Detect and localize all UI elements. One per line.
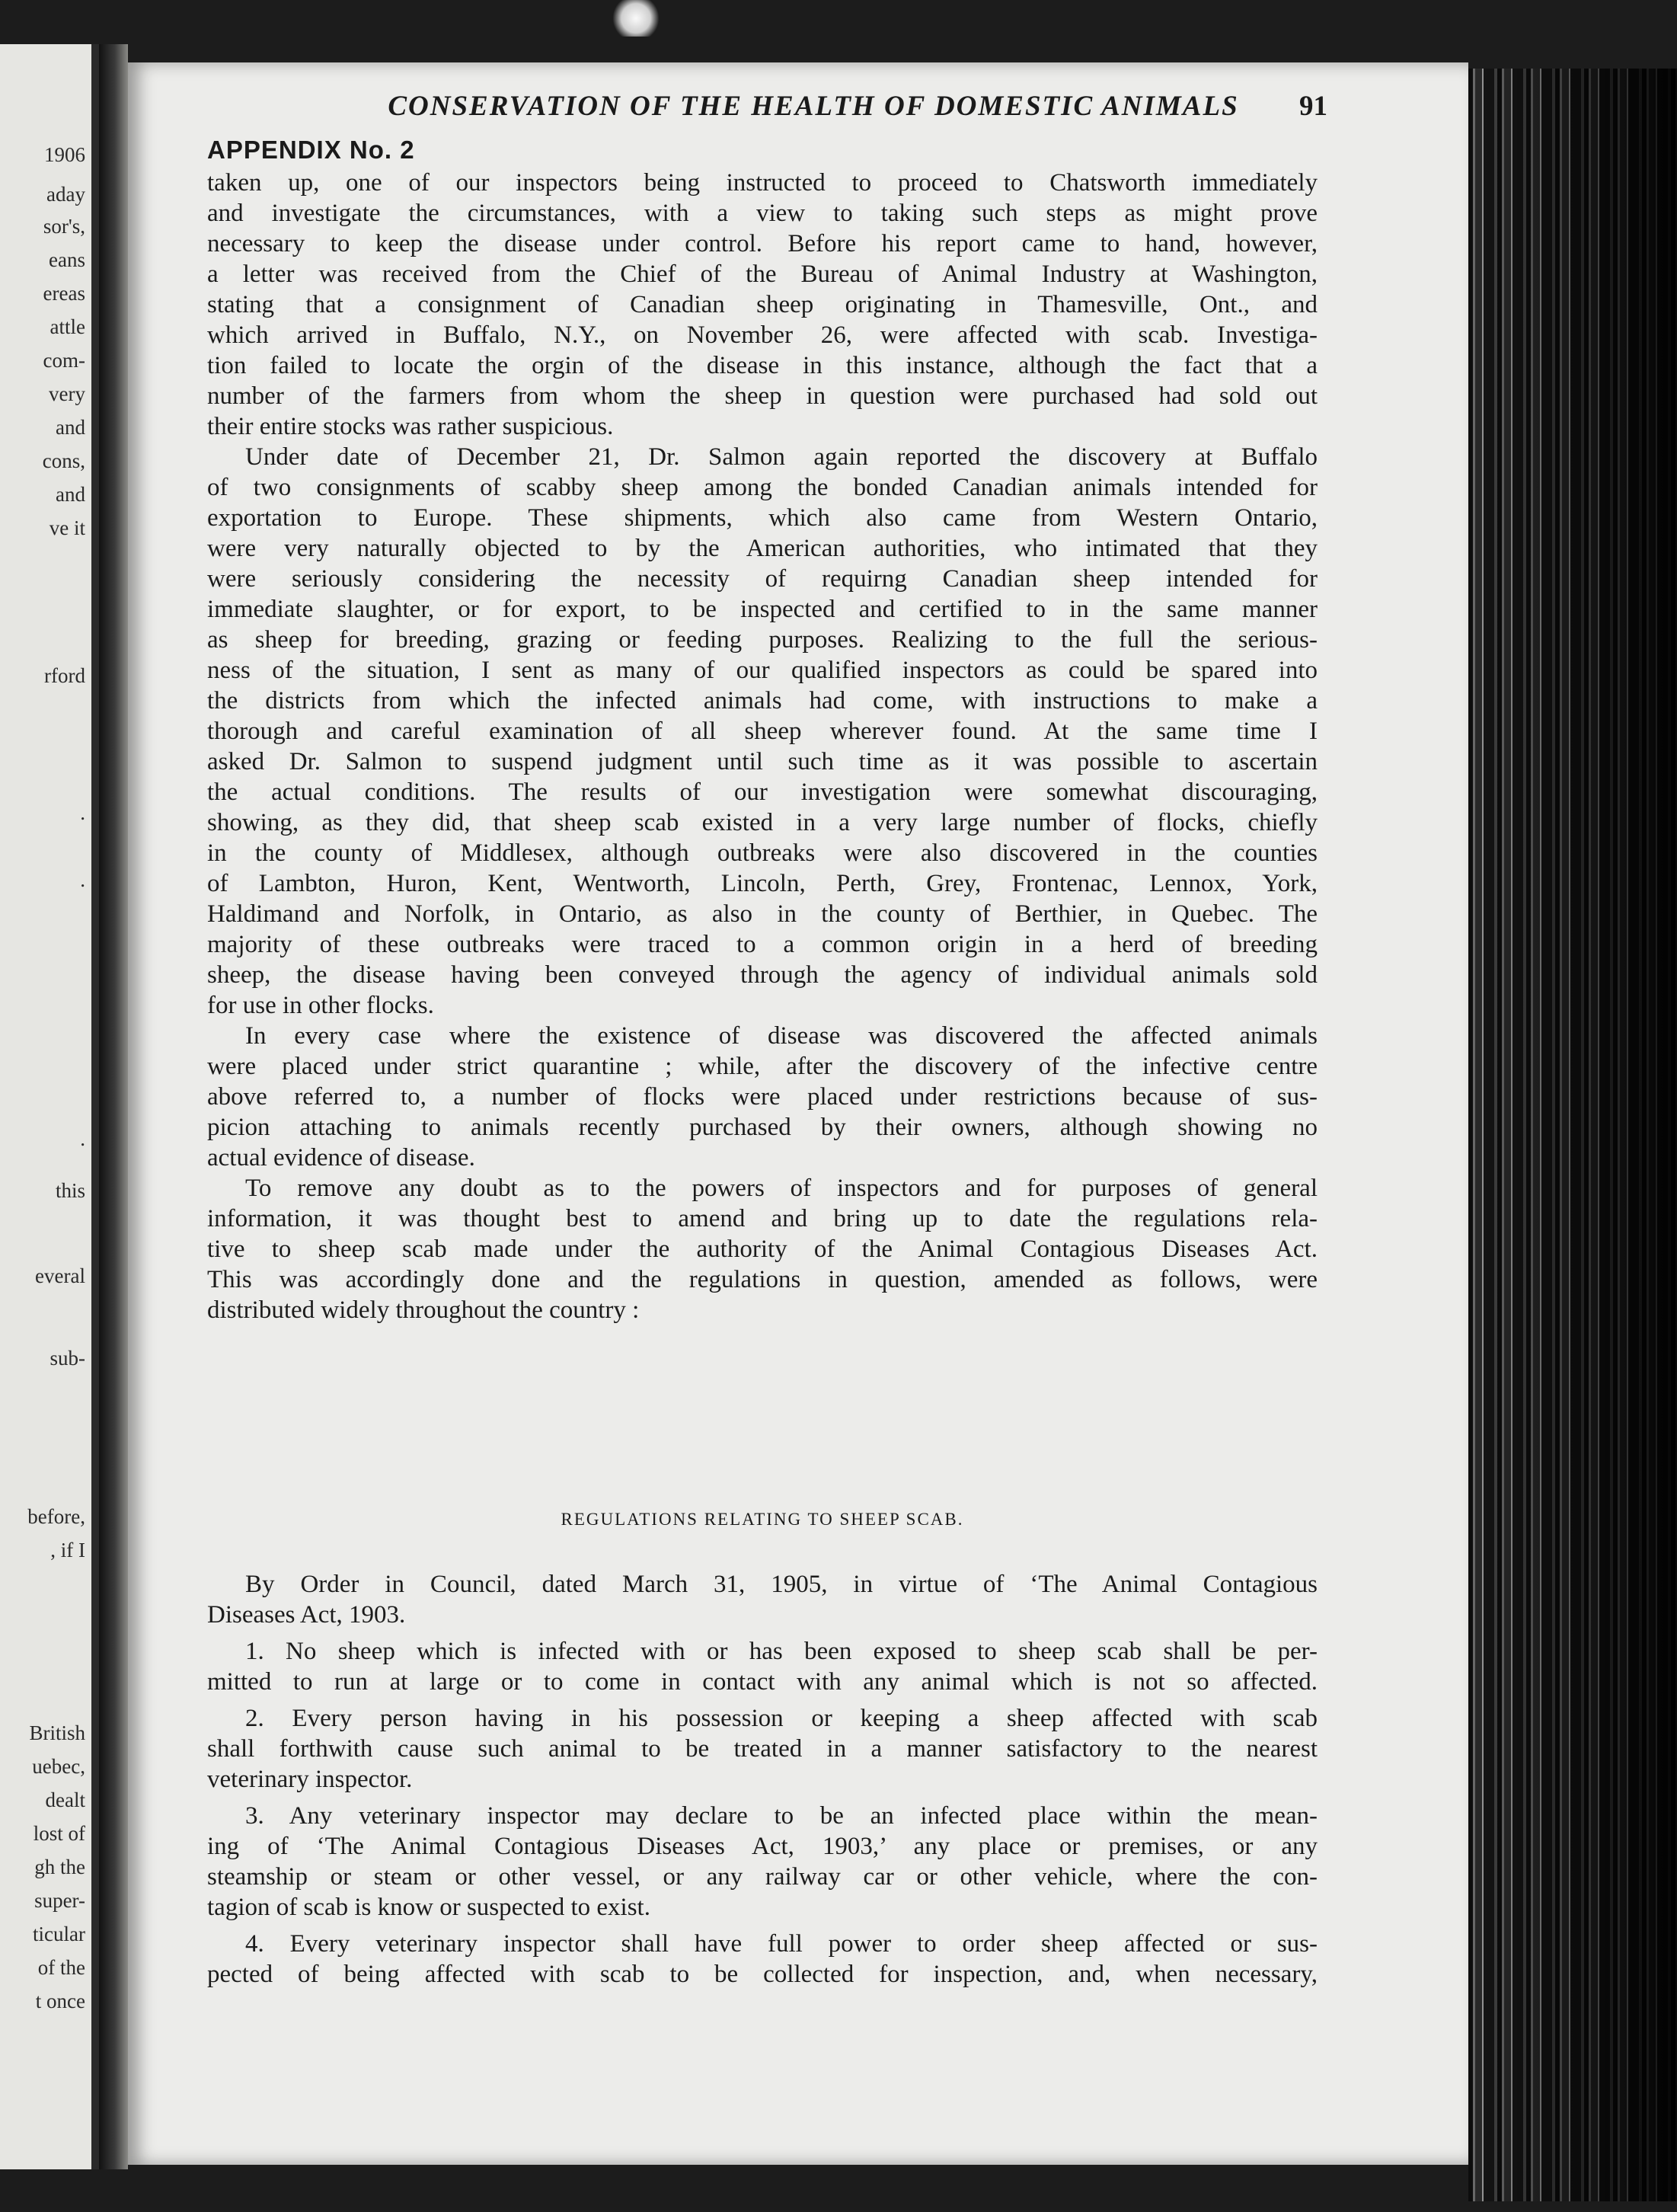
previous-page-text-line: super- [34, 1889, 85, 1912]
body-text-line: This was accordingly done and the regulations in question, amended as follows, were [207, 1266, 1318, 1293]
regulation-text-line: pected of being affected with scab to be collected for inspection, and, when necessary, [207, 1961, 1318, 1988]
regulation-text-line: 3. Any veterinary inspector may declare to be an infected place within the mean- [245, 1802, 1318, 1830]
previous-page-text-line: . [80, 801, 85, 824]
body-text-line: in the county of Middlesex, although outbreaks were also discovered in the counties [207, 839, 1318, 867]
previous-page-text-line: and [56, 416, 85, 439]
body-text-line: In every case where the existence of disease was discovered the affected animals [245, 1022, 1318, 1050]
body-text-line: which arrived in Buffalo, N.Y., on November 26, were affected with scab. Investiga- [207, 321, 1318, 349]
appendix-label: APPENDIX No. 2 [207, 136, 415, 164]
body-text-line: Haldimand and Norfolk, in Ontario, as also in the county of Berthier, in Quebec. The [207, 900, 1318, 928]
previous-page-text-line: . [80, 868, 85, 891]
regulation-text-line: tagion of scab is know or suspected to exist. [207, 1894, 650, 1921]
previous-page-text-line: eans [49, 248, 85, 271]
body-text-line: actual evidence of disease. [207, 1144, 475, 1172]
body-text-line: ness of the situation, I sent as many of our qualified inspectors as could be spared into [207, 657, 1318, 684]
regulation-text-line: Diseases Act, 1903. [207, 1601, 406, 1629]
body-text-line: immediate slaughter, or for export, to be inspected and certified to in the same manner [207, 596, 1318, 623]
regulation-text-line: steamship or steam or other vessel, or any railway car or other vehicle, where the con- [207, 1863, 1318, 1891]
body-text-line: necessary to keep the disease under control. Before his report came to hand, however, [207, 230, 1318, 257]
body-text-line: tive to sheep scab made under the authority of the Animal Contagious Diseases Act. [207, 1235, 1318, 1263]
previous-page-text-line: of the [37, 1956, 85, 1979]
body-text-line: taken up, one of our inspectors being instructed to proceed to Chatsworth immediately [207, 169, 1318, 197]
previous-page-text-line: ereas [43, 282, 85, 305]
regulation-text-line: mitted to run at large or to come in contact with any animal which is not so affected. [207, 1668, 1318, 1696]
body-text-line: showing, as they did, that sheep scab existed in a very large number of flocks, chiefly [207, 809, 1318, 836]
body-text-line: above referred to, a number of flocks were placed under restrictions because of sus- [207, 1083, 1318, 1111]
body-text-line: were placed under strict quarantine ; while, after the discovery of the infective centre [207, 1053, 1318, 1080]
regulation-text-line: 4. Every veterinary inspector shall have full power to order sheep affected or sus- [245, 1930, 1318, 1958]
previous-page-text-line: t once [35, 1990, 85, 2012]
body-text-line: were seriously considering the necessity of requirng Canadian sheep intended for [207, 565, 1318, 593]
regulation-text-line: veterinary inspector. [207, 1766, 413, 1793]
body-text-line: thorough and careful examination of all sheep wherever found. At the same time I [207, 718, 1318, 745]
previous-page-text-line: British [29, 1721, 85, 1744]
section-heading: REGULATIONS RELATING TO SHEEP SCAB. [561, 1510, 964, 1529]
body-text-line: picion attaching to animals recently purchased by their owners, although showing no [207, 1114, 1318, 1141]
body-text-line: for use in other flocks. [207, 992, 434, 1019]
body-text-line: sheep, the disease having been conveyed through the agency of individual animals sold [207, 961, 1318, 989]
body-text-line: stating that a consignment of Canadian sheep originating in Thamesville, Ont., and [207, 291, 1318, 318]
regulation-text-line: 2. Every person having in his possession or keeping a sheep affected with scab [245, 1705, 1318, 1732]
body-text-line: tion failed to locate the orgin of the disease in this instance, although the fact that a [207, 352, 1318, 379]
previous-page-text-line: this [55, 1179, 85, 1202]
scan-dust-mark [609, 0, 663, 37]
regulation-text-line: 1. No sheep which is infected with or has been exposed to sheep scab shall be per- [245, 1638, 1318, 1665]
previous-page-text-line: com- [43, 349, 85, 372]
body-text-line: of Lambton, Huron, Kent, Wentworth, Lincoln, Perth, Grey, Frontenac, Lennox, York, [207, 870, 1318, 897]
previous-page-text-line: lost of [33, 1822, 85, 1845]
running-head: CONSERVATION OF THE HEALTH OF DOMESTIC ANIMALS [388, 91, 1239, 122]
regulation-text-line: ing of ‘The Animal Contagious Diseases Act, 1903,’ any place or premises, or any [207, 1833, 1318, 1860]
body-text-line: Under date of December 21, Dr. Salmon again reported the discovery at Buffalo [245, 443, 1318, 471]
previous-page-text-line: , if I [50, 1539, 85, 1562]
previous-page-text-line: attle [50, 315, 85, 338]
previous-page-text-line: cons, [42, 449, 85, 472]
previous-page-text-line: 1906 [44, 143, 85, 166]
regulation-text-line: By Order in Council, dated March 31, 1905, in virtue of ‘The Animal Contagious [245, 1571, 1318, 1598]
body-text-line: number of the farmers from whom the sheep in question were purchased had sold out [207, 382, 1318, 410]
body-text-line: the districts from which the infected animals had come, with instructions to make a [207, 687, 1318, 714]
previous-page-text-line: very [49, 382, 85, 405]
previous-page-text-line: uebec, [32, 1755, 85, 1778]
body-text-line: To remove any doubt as to the powers of inspectors and for purposes of general [245, 1175, 1318, 1202]
previous-page-text-line: ve it [49, 516, 85, 539]
previous-page-text-line: everal [35, 1264, 85, 1287]
regulation-text-line: shall forthwith cause such animal to be treated in a manner satisfactory to the nearest [207, 1735, 1318, 1763]
previous-page-text-line: before, [27, 1505, 85, 1528]
body-text-line: of two consignments of scabby sheep among the bonded Canadian animals intended for [207, 474, 1318, 501]
body-text-line: their entire stocks was rather suspicious. [207, 413, 614, 440]
body-text-line: a letter was received from the Chief of the Bureau of Animal Industry at Washington, [207, 261, 1318, 288]
previous-page-text-line: dealt [45, 1788, 85, 1811]
previous-page-edge [0, 44, 99, 2169]
previous-page-text-line: ticular [33, 1923, 85, 1945]
previous-page-text-line: rford [44, 664, 85, 687]
body-text-line: exportation to Europe. These shipments, which also came from Western Ontario, [207, 504, 1318, 532]
page-number: 91 [1299, 91, 1327, 122]
previous-page-text-line: sor's, [43, 215, 85, 238]
body-text-line: and investigate the circumstances, with a view to taking such steps as might prove [207, 200, 1318, 227]
previous-page-text-line: gh the [34, 1856, 85, 1878]
previous-page-text-line: sub- [50, 1347, 85, 1370]
previous-page-text-line: . [80, 1127, 85, 1150]
book-spine [99, 44, 128, 2169]
body-text-line: majority of these outbreaks were traced to a common origin in a herd of breeding [207, 931, 1318, 958]
body-text-line: distributed widely throughout the country : [207, 1296, 640, 1324]
body-text-line: information, it was thought best to amend and bring up to date the regulations rela- [207, 1205, 1318, 1232]
previous-page-text-line: and [56, 483, 85, 506]
body-text-line: were very naturally objected to by the American authorities, who intimated that they [207, 535, 1318, 562]
body-text-line: the actual conditions. The results of our investigation were somewhat discouraging, [207, 778, 1318, 806]
previous-page-text-line: aday [46, 183, 85, 206]
book-edge-shadow [1468, 69, 1677, 2201]
body-text-line: asked Dr. Salmon to suspend judgment until such time as it was possible to ascertain [207, 748, 1318, 775]
body-text-line: as sheep for breeding, grazing or feeding purposes. Realizing to the full the serious- [207, 626, 1318, 654]
